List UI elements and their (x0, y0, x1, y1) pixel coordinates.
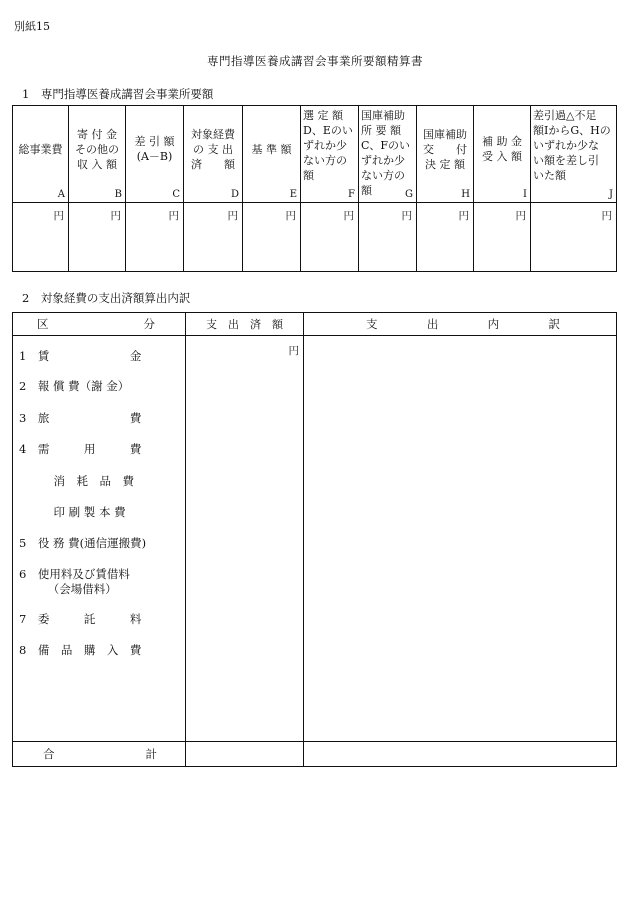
value-col-c (126, 203, 184, 272)
yen-unit: 円 (285, 210, 296, 222)
header-label: 差引過△不足 額IからG、Hの いずれか少な い額を差し引 いた額 (533, 109, 611, 182)
expenditure-amount-cell (186, 336, 304, 742)
breakdown-body-row (13, 336, 617, 742)
header-label: 国庫補助 交 付 決 定 額 (423, 127, 467, 171)
yen-unit: 円 (401, 210, 412, 222)
header-label: 対象経費 の 支 出 済 額 (191, 127, 235, 171)
header-col-j (531, 106, 617, 203)
header-label: 基 準 額 (251, 142, 292, 156)
header-col-a (13, 106, 69, 203)
expense-item: 3 旅 費 (19, 411, 142, 425)
expenditure-header: 支 出 済 額 (186, 313, 304, 336)
page-title: 専門指導医養成講習会事業所要額精算書 (207, 54, 423, 68)
value-col-e (243, 203, 301, 272)
header-col-i (474, 106, 531, 203)
yen-unit: 円 (343, 210, 354, 222)
yen-unit: 円 (288, 345, 299, 357)
header-letter: C (172, 189, 180, 200)
header-letter: I (523, 189, 527, 200)
value-col-g (359, 203, 417, 272)
expense-item: 4 需 用 費 (19, 442, 142, 456)
breakdown-header-row (13, 313, 617, 336)
yen-unit: 円 (110, 210, 121, 222)
header-letter: F (348, 189, 355, 200)
header-col-c (126, 106, 184, 203)
header-row (13, 106, 617, 203)
breakdown-detail-header: 支 出 内 訳 (304, 313, 617, 336)
expense-item: 1 賃 金 (19, 349, 142, 363)
expense-item: 6 使用料及び賃借料 （会場借料） (19, 567, 130, 596)
yen-unit: 円 (458, 210, 469, 222)
yen-unit: 円 (601, 210, 612, 222)
required-amount-table (12, 105, 617, 272)
header-label: 選 定 額 D、Eのい ずれか少 ない方の 額 (303, 109, 353, 182)
value-col-a (13, 203, 69, 272)
section2-heading: 2 対象経費の支出済額算出内訳 (22, 291, 191, 305)
yen-unit: 円 (227, 210, 238, 222)
expense-item: 5 役 務 費(通信運搬費) (19, 536, 147, 550)
total-amount-cell (186, 742, 304, 767)
header-col-b (69, 106, 126, 203)
yen-unit: 円 (168, 210, 179, 222)
total-detail-cell (304, 742, 617, 767)
header-label: 差 引 額 (A－B) (134, 135, 175, 163)
value-col-i (474, 203, 531, 272)
header-label: 補 助 金 受 入 額 (482, 135, 522, 163)
value-col-j (531, 203, 617, 272)
total-label: 合 計 (13, 742, 186, 767)
header-col-d (184, 106, 243, 203)
value-col-f (301, 203, 359, 272)
expense-item: 印 刷 製 本 費 (19, 505, 126, 519)
header-letter: E (289, 189, 297, 200)
header-letter: B (114, 189, 122, 200)
header-letter: J (608, 189, 613, 200)
header-col-f (301, 106, 359, 203)
header-letter: A (57, 189, 65, 200)
expense-item: 消 耗 品 費 (19, 474, 134, 488)
yen-unit: 円 (53, 210, 64, 222)
value-col-b (69, 203, 126, 272)
value-col-d (184, 203, 243, 272)
header-label: 国庫補助 所 要 額 C、Fのい ずれか少 ない方の 額 (361, 109, 411, 197)
expense-item: 8 備 品 購 入 費 (19, 643, 142, 657)
header-col-e (243, 106, 301, 203)
header-col-h (417, 106, 474, 203)
breakdown-detail-cell (304, 336, 617, 742)
header-label: 寄 付 金 その他の 収 入 額 (75, 127, 119, 171)
header-letter: H (461, 189, 470, 200)
header-letter: G (405, 189, 413, 200)
document-label: 別紙15 (14, 20, 50, 33)
expense-item: 2 報 償 費（謝 金） (19, 379, 130, 393)
yen-unit: 円 (515, 210, 526, 222)
kubun-header: 区 分 (13, 313, 186, 336)
value-row (13, 203, 617, 272)
expense-items-cell (13, 336, 186, 742)
header-col-g (359, 106, 417, 203)
header-letter: D (230, 189, 239, 200)
expense-item: 7 委 託 料 (19, 612, 142, 626)
expense-breakdown-table (12, 312, 617, 767)
total-row (13, 742, 617, 767)
section1-heading: 1 専門指導医養成講習会事業所要額 (22, 87, 214, 101)
header-label: 総事業費 (18, 142, 63, 156)
value-col-h (417, 203, 474, 272)
